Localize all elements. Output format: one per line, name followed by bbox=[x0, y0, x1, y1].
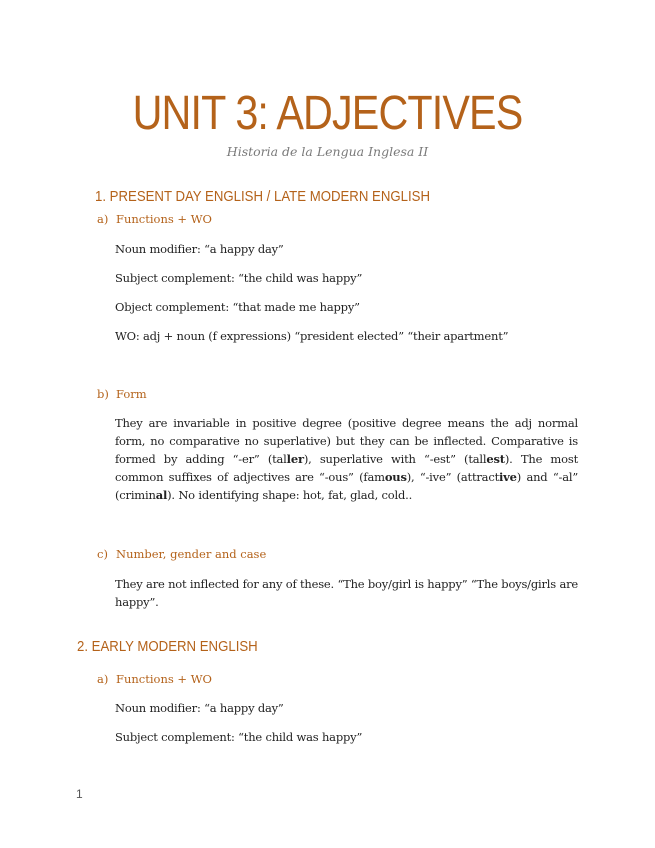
body-line: WO: adj + noun (f expressions) “president elected” “their apartment” bbox=[115, 329, 509, 343]
body-line: Subject complement: “the child was happy” bbox=[115, 271, 363, 285]
page-number: 1 bbox=[76, 787, 83, 801]
subsection-label: a) bbox=[97, 672, 109, 686]
subsection-title: Functions + WO bbox=[116, 672, 212, 686]
subsection-title: Functions + WO bbox=[116, 212, 212, 226]
subsection-title: Number, gender and case bbox=[116, 547, 267, 561]
page-title: UNIT 3: ADJECTIVES bbox=[132, 87, 523, 140]
body-paragraph-case: They are not inflected for any of these. “The boy/girl is happy” “The boys/girls are happy”. bbox=[115, 577, 578, 609]
body-line: Object complement: “that made me happy” bbox=[115, 300, 360, 314]
body-line: Noun modifier: “a happy day” bbox=[115, 701, 284, 715]
subsection-title: Form bbox=[116, 387, 147, 401]
subsection-2a-heading bbox=[97, 672, 212, 686]
subsection-1b-heading bbox=[97, 387, 147, 401]
subsection-label: c) bbox=[97, 547, 108, 561]
page-subtitle: Historia de la Lengua Inglesa II bbox=[226, 144, 429, 159]
section-1-heading: 1. PRESENT DAY ENGLISH / LATE MODERN ENGLISH bbox=[95, 188, 430, 205]
body-line: Noun modifier: “a happy day” bbox=[115, 242, 284, 256]
section-2-heading: 2. EARLY MODERN ENGLISH bbox=[77, 638, 258, 655]
subsection-label: b) bbox=[97, 387, 109, 401]
subsection-1c-heading bbox=[97, 547, 266, 561]
body-line: Subject complement: “the child was happy” bbox=[115, 730, 363, 744]
subsection-label: a) bbox=[97, 212, 109, 226]
body-paragraph-form: They are invariable in positive degree (positive degree means the adj normal form, no comparative no superlative) but they can be inflected. Comparative is formed by adding “-er” (taller), superlative with “-est” (tallest). The most common suffixes of adjectives are “-ous” (famous), “-ive” (attractive) and “-al” (criminal). No identifying shape: hot, fat, glad, cold.. bbox=[115, 416, 579, 502]
subsection-1a-heading bbox=[97, 212, 212, 226]
